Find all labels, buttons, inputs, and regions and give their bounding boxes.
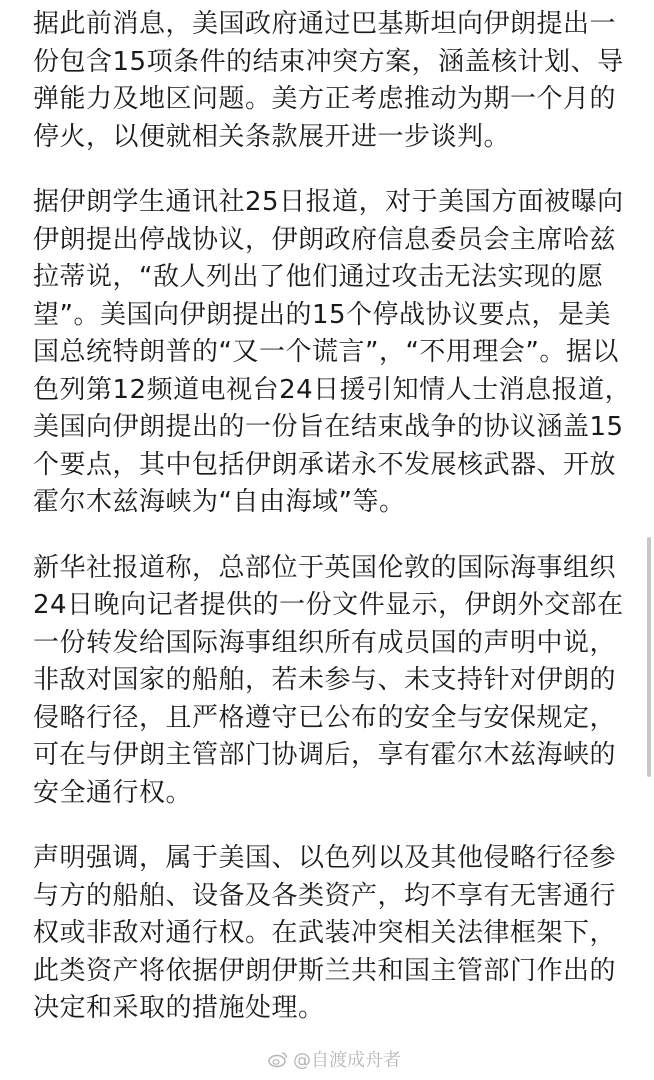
paragraph-2	[33, 184, 632, 522]
text-line: 霍尔木兹海峡为“自由海域”等。	[33, 487, 406, 517]
text-line: 拉蒂说，“敌人列出了他们通过攻击无法实现的愿	[33, 262, 604, 292]
text-line: 非敌对国家的船舶，若未参与、未支持针对伊朗的	[33, 665, 617, 695]
text-line: 与方的船舶、设备及各类资产，均不享有无害通行	[33, 880, 617, 911]
text-line: 新华社报道称，总部位于英国伦敦的国际海事组织	[33, 552, 617, 583]
text-line: 侵略行径，且严格遵守已公布的安全与安保规定，	[33, 702, 617, 733]
paragraph-4	[33, 840, 629, 1028]
text-line: 个要点，其中包括伊朗承诺永不发展核武器、开放	[33, 449, 617, 480]
text-line: 份包含15项条件的结束冲突方案，涵盖核计划、导	[33, 46, 624, 77]
weibo-icon	[268, 1051, 288, 1068]
text-line: 此类资产将依据伊朗伊斯兰共和国主管部门作出的	[33, 955, 617, 986]
text-line: 一份转发给国际海事组织所有成员国的声明中说，	[33, 627, 617, 658]
text-line: 据伊朗学生通讯社25日报道，对于美国方面被曝向	[33, 187, 624, 217]
text-line: 弹能力及地区问题。美方正考虑推动为期一个月的	[33, 84, 617, 114]
text-line: 24日晚向记者提供的一份文件显示，伊朗外交部在	[33, 590, 624, 620]
text-line: 国总统特朗普的“又一个谎言”，“不用理会”。据以	[33, 337, 619, 367]
text-line: 据此前消息，美国政府通过巴基斯坦向伊朗提出一	[33, 9, 617, 39]
watermark-text: @自渡成舟者	[293, 1050, 401, 1071]
article-body	[33, 6, 632, 1056]
text-line: 安全通行权。	[33, 777, 193, 808]
scrollbar[interactable]	[647, 537, 651, 777]
paragraph-3	[33, 550, 629, 813]
text-line: 望”。美国向伊朗提出的15个停战协议要点，是美	[33, 299, 612, 330]
text-line: 决定和采取的措施处理。	[33, 993, 325, 1023]
text-line: 停火，以便就相关条款展开进一步谈判。	[33, 121, 511, 152]
text-line: 权或非敌对通行权。在武装冲突相关法律框架下，	[33, 918, 617, 948]
watermark	[268, 1046, 401, 1072]
text-line: 美国向伊朗提出的一份旨在结束战争的协议涵盖15	[33, 412, 624, 442]
text-line: 可在与伊朗主管部门协调后，享有霍尔木兹海峡的	[33, 740, 617, 770]
text-line: 伊朗提出停战协议，伊朗政府信息委员会主席哈兹	[33, 224, 617, 255]
text-line: 色列第12频道电视台24日援引知情人士消息报道，	[33, 374, 632, 405]
paragraph-1	[33, 6, 629, 156]
text-line: 声明强调，属于美国、以色列以及其他侵略行径参	[33, 843, 617, 873]
